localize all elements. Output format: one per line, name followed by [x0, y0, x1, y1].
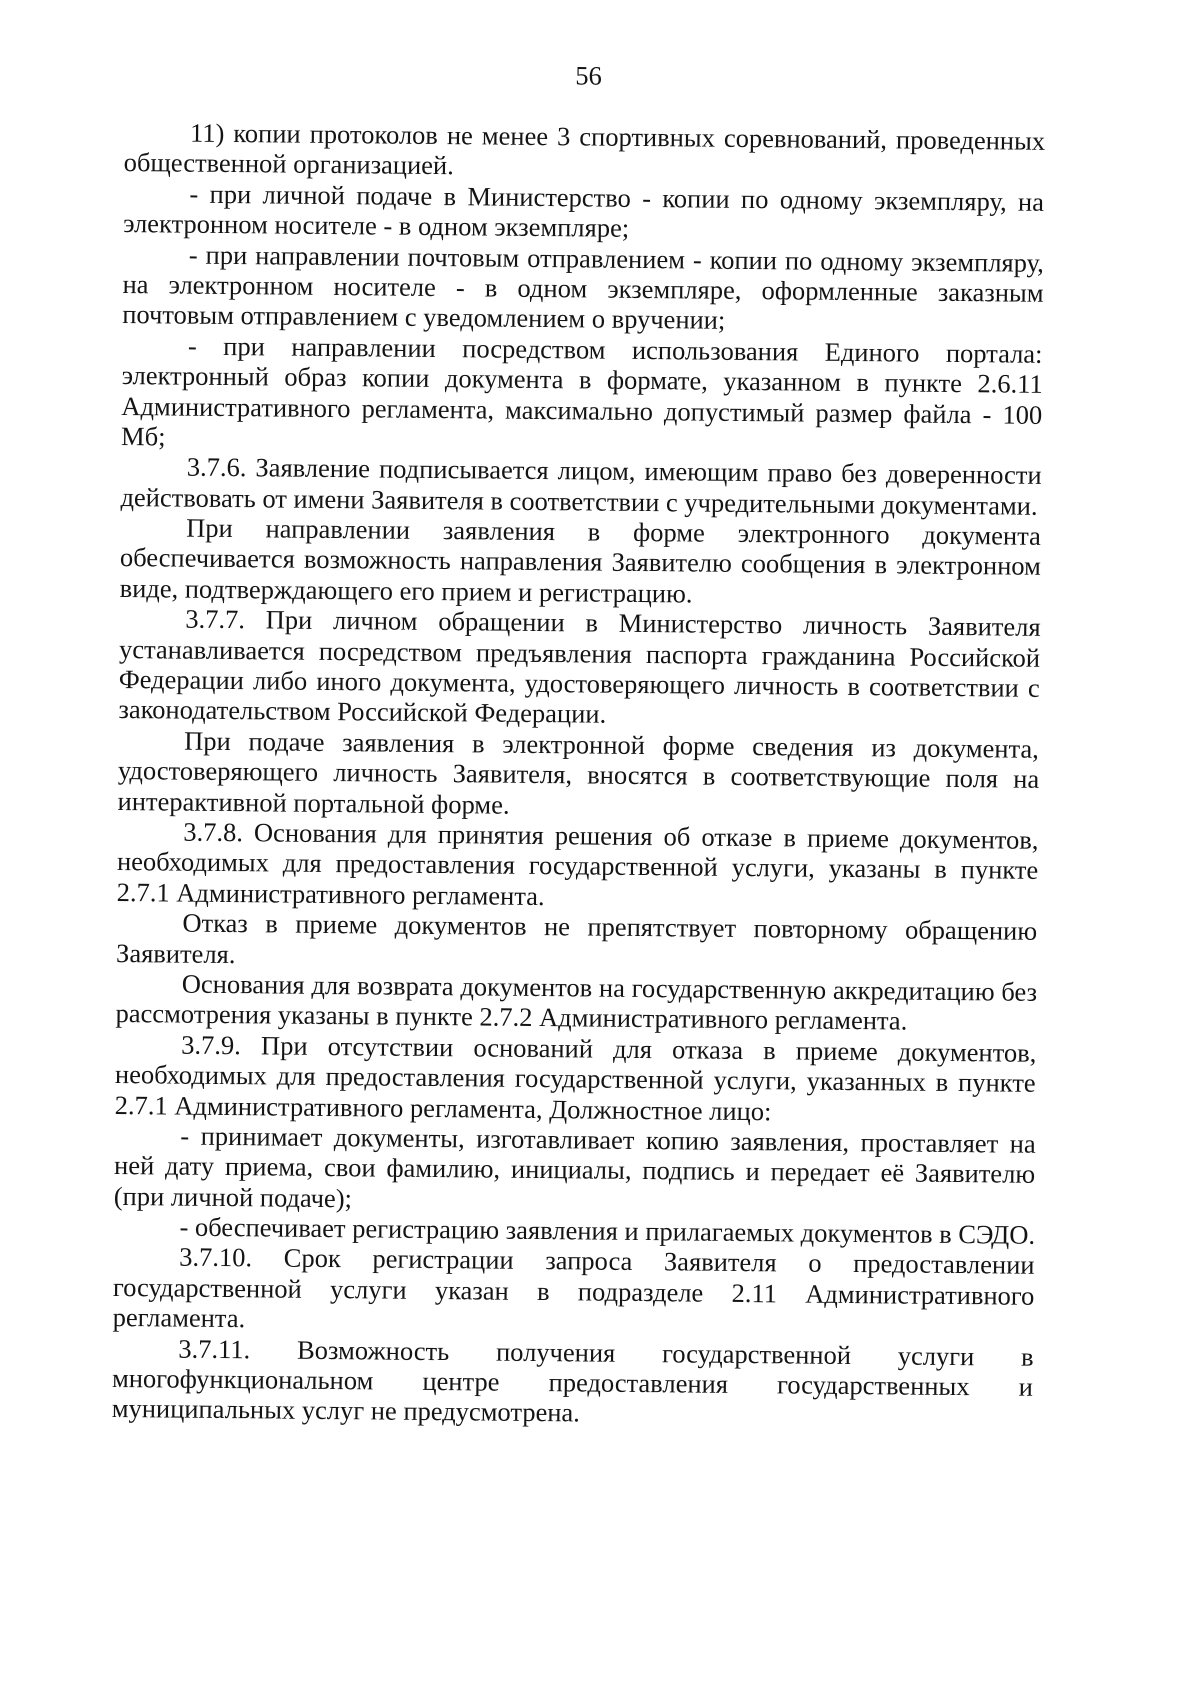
- text-line: - при личной подаче в Министерство - копии по одному экземпляру, на: [189, 178, 1045, 217]
- text-line: необходимых для предоставления государственной услуги, указанных в пункте: [114, 1059, 1036, 1098]
- text-line: Мб;: [120, 420, 166, 452]
- paragraph: [112, 1333, 1034, 1433]
- paragraph: [121, 330, 1043, 460]
- text-line: обеспечивается возможность направления Заявителю сообщения в электронном: [119, 542, 1042, 582]
- text-line: 3.7.11. Возможность получения государственной услуги в: [178, 1333, 1034, 1372]
- text-line: электронном носителе - в одном экземпляре;: [123, 208, 630, 244]
- text-line: 3.7.6. Заявление подписывается лицом, имеющим право без доверенности: [186, 451, 1042, 491]
- paragraph: [117, 816, 1039, 916]
- paragraph: [124, 117, 1046, 187]
- text-line: 3.7.8. Основания для принятия решения об отказе в приеме документов,: [183, 816, 1039, 855]
- text-line: виде, подтверждающего его прием и регистрацию.: [119, 572, 693, 609]
- paragraph: [118, 603, 1040, 733]
- text-line: действовать от имени Заявителя в соответствии с учредительными документами.: [120, 481, 1038, 521]
- text-line: муниципальных услуг не предусмотрена.: [111, 1393, 581, 1428]
- text-line: регламента.: [112, 1302, 246, 1334]
- page-number: 56: [575, 60, 602, 91]
- paragraph: [120, 512, 1042, 612]
- page-content: [111, 0, 1046, 1509]
- paragraph: [122, 239, 1044, 339]
- text-line: государственной услуги указан в подразделе 2.11 Административного: [112, 1271, 1035, 1311]
- text-line: почтовым отправлением с уведомлением о вручении;: [122, 299, 726, 336]
- text-line: удостоверяющего личность Заявителя, вносятся в соответствующие поля на: [117, 755, 1040, 795]
- text-line: устанавливается посредством предъявления паспорта гражданина Российской: [118, 633, 1041, 673]
- paragraph: [117, 725, 1039, 825]
- text-line: интерактивной портальной форме.: [117, 785, 510, 820]
- text-line: законодательством Российской Федерации.: [118, 694, 607, 730]
- text-line: Заявителя.: [116, 937, 236, 969]
- paragraph: [113, 1241, 1035, 1341]
- text-line: - при направлении почтовым отправлением - копии по одному экземпляру,: [188, 239, 1044, 278]
- text-line: - принимает документы, изготавливает копию заявления, проставляет на: [180, 1120, 1036, 1159]
- text-line: - обеспечивает регистрацию заявления и прилагаемых документов в СЭДО.: [179, 1211, 1036, 1250]
- text-line: 2.7.1 Административного регламента.: [116, 876, 545, 911]
- text-line: ней дату приема, свои фамилию, инициалы, подпись и передает её Заявителю: [113, 1150, 1036, 1190]
- text-line: многофункциональном центре предоставления государственных и: [111, 1362, 1034, 1402]
- body-text: [112, 117, 1046, 1433]
- text-line: - при направлении посредством использования Единого портала:: [187, 330, 1043, 369]
- paragraph: [123, 178, 1045, 248]
- text-line: Федерации либо иного документа, удостоверяющего личность в соответствии с: [118, 664, 1040, 703]
- text-line: необходимых для предоставления государственной услуги, указаны в пункте: [116, 846, 1039, 886]
- text-line: (при личной подаче);: [113, 1180, 353, 1213]
- text-line: общественной организацией.: [123, 147, 454, 181]
- text-line: При подаче заявления в электронной форме сведения из документа,: [184, 725, 1039, 764]
- text-line: При направлении заявления в форме электронного документа: [186, 512, 1041, 551]
- text-line: Административного регламента, максимально допустимый размер файла - 100: [121, 390, 1043, 430]
- text-line: 3.7.10. Срок регистрации запроса Заявителя о предоставлении: [179, 1242, 1035, 1281]
- paragraph: [120, 451, 1042, 521]
- text-line: 11) копии протоколов не менее 3 спортивных соревнований, проведенных: [189, 117, 1046, 156]
- paragraph: [114, 1120, 1036, 1220]
- text-line: на электронном носителе - в одном экземпляре, оформленные заказным: [122, 268, 1044, 308]
- paragraph: [115, 968, 1037, 1038]
- text-line: электронный образ копии документа в формате, указанном в пункте 2.6.11: [121, 360, 1043, 399]
- paragraph: [115, 1029, 1037, 1129]
- text-line: 3.7.7. При личном обращении в Министерство личность Заявителя: [185, 603, 1041, 643]
- text-line: Отказ в приеме документов не препятствует повторному обращению: [182, 907, 1038, 946]
- text-line: рассмотрения указаны в пункте 2.7.2 Административного регламента.: [115, 998, 908, 1036]
- paragraph: [116, 907, 1038, 977]
- text-line: 3.7.9. При отсутствии оснований для отказа в приеме документов,: [181, 1029, 1037, 1068]
- text-line: 2.7.1 Административного регламента, Должностное лицо:: [114, 1089, 772, 1126]
- text-line: Основания для возврата документов на государственную аккредитацию без: [181, 968, 1038, 1007]
